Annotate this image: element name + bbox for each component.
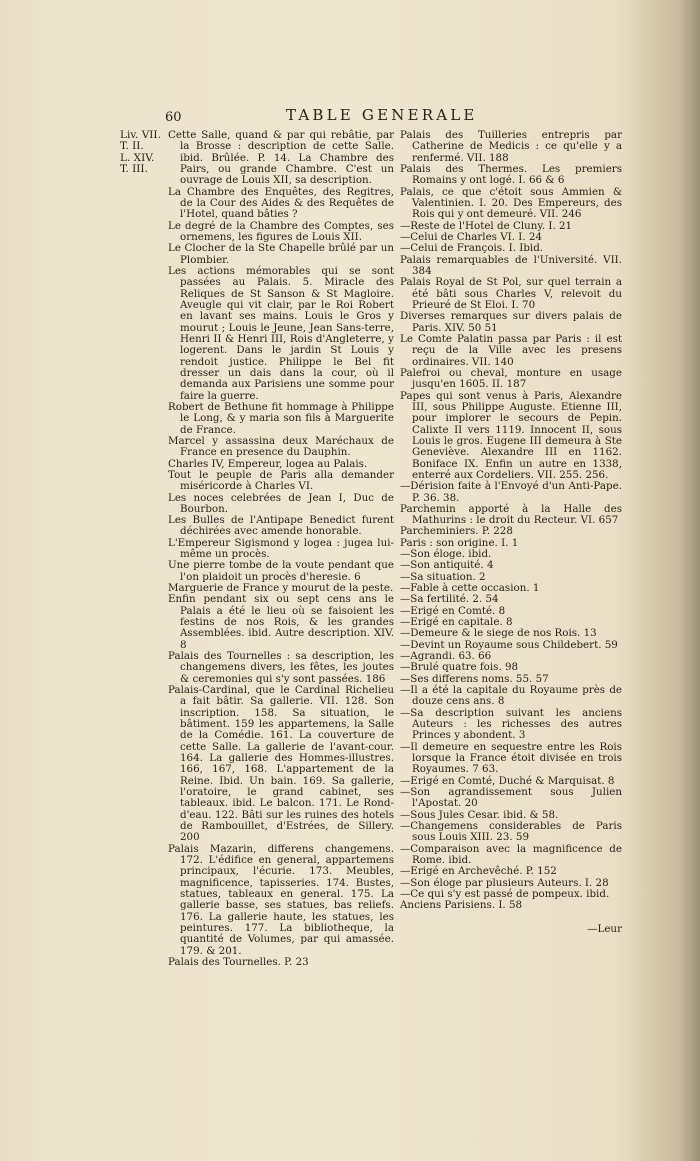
index-entry: —Dérision faite à l'Envoyé d'un Anti-Pape. P. 36. 38. <box>400 480 622 504</box>
catchword: —Leur <box>587 923 622 935</box>
index-entry: —Il demeure en sequestre entre les Rois lorsque la France étoit divisée en trois Royaumes. 7 63. <box>400 740 622 776</box>
index-entry: Le degré de la Chambre des Comptes, ses ornemens, les figures de Louis XII. <box>168 219 394 243</box>
index-entry: Les actions mémorables qui se sont passées au Palais. 5. Miracle des Reliques de St Sanson & St Magloire. Aveugle qui vit clair, par le Roi Robert en lavant ses mains. Louis le Gros y mourut ; Louis le Jeune, Jean Sans-terre, Henri II & Henri III, Rois d'Angleterre, y logerent. Dans le jardin St Louis y rendoit justice. Philippe le Bel fit dresser un dais dans la cour, où il demanda aux Parisiens une somme pour faire la guerre. <box>168 264 394 402</box>
index-entry: Charles IV, Empereur, logea au Palais. <box>168 457 368 470</box>
index-entry: —Son éloge par plusieurs Auteurs. I. 28 <box>400 876 609 889</box>
index-entry: —Brulé quatre fois. 98 <box>400 661 519 674</box>
index-entry: Diverses remarques sur divers palais de Paris. XIV. 50 51 <box>400 310 622 334</box>
index-entry: La Chambre des Enquêtes, des Regitres, de la Cour des Aides & des Requêtes de l'Hotel, quand bâties ? <box>168 185 394 221</box>
index-entry: —Demeure & le siege de nos Rois. 13 <box>400 627 597 640</box>
index-entry: Enfin pendant six ou sept cens ans le Palais a été le lieu où se faisoient les festins de nos Rois, & les grandes Assemblées. ibid. Autre description. XIV. 8 <box>168 593 394 651</box>
index-entry: Tout le peuple de Paris alla demander miséricorde à Charles VI. <box>168 468 394 493</box>
index-entry: Les noces celebrées de Jean I, Duc de Bourbon. <box>168 491 394 515</box>
index-entry: —Changemens considerables de Paris sous Louis XIII. 23. 59 <box>400 820 622 844</box>
index-entry: Les Bulles de l'Antipape Benedict furent déchirées avec amende honorable. <box>168 514 394 538</box>
index-entry: Palais Mazarin, differens changemens. 172. L'édifice en general, appartemens principaux, l'écurie. 173. Meubles, magnificence, tapisseries. 174. Bustes, statues, tableaux en general. 175. La gallerie basse, ses statues, bas reliefs. 176. La gallerie haute, les statues, les peintures. 177. La bibliotheque, la quantité de Volumes, par qui amassée. 179. & 201. <box>168 842 394 957</box>
index-entry: Marguerie de France y mourut de la peste. <box>168 582 394 595</box>
index-entry: —Comparaison avec la magnificence de Rome. ibid. <box>400 842 622 866</box>
index-column-right <box>400 130 622 912</box>
index-entry: —Ce qui s'y est passé de pompeux. ibid. <box>400 887 610 900</box>
index-entry: —Son agrandissement sous Julien l'Apostat. 20 <box>400 786 622 810</box>
margin-note: T. II. <box>120 140 144 153</box>
index-entry: Une pierre tombe de la voute pendant que l'on plaidoit un procès d'heresie. 6 <box>168 559 394 583</box>
index-entry: —Devint un Royaume sous Childebert. 59 <box>400 638 618 651</box>
index-entry: —Celui de François. I. Ibid. <box>400 242 544 255</box>
index-entry: Palais des Thermes. Les premiers Romains y ont logé. I. 66 & 6 <box>400 162 622 187</box>
index-entry: —Son antiquité. 4 <box>400 559 494 572</box>
running-title: TABLE GENERALE <box>286 106 478 124</box>
index-entry: —Sa description suivant les anciens Auteurs : les richesses des autres Princes y abondent. 3 <box>400 706 622 742</box>
index-entry: —Sous Jules Cesar. ibid. & 58. <box>400 808 559 821</box>
index-column-left <box>168 130 394 968</box>
index-entry: Cette Salle, quand & par qui rebâtie, par la Brosse : description de cette Salle. ibid. Brûlée. P. 14. La Chambre des Pairs, ou grande Chambre. C'est un ouvrage de Louis XII, sa description. <box>168 129 394 187</box>
margin-notes <box>120 130 164 176</box>
margin-note: L. XIV. <box>120 151 155 164</box>
index-entry: —Il a été la capitale du Royaume près de douze cens ans. 8 <box>400 684 622 708</box>
index-entry: Papes qui sont venus à Paris, Alexandre III, sous Philippe Auguste. Etienne III, pour implorer le secours de Pepin. Calixte II vers 1119. Innocent II, sous Louis le gros. Eugene III demeura à Ste Geneviève. Alexandre III en 1162. Boniface IX. Enfin un autre en 1338, enterré aux Cordeliers. VII. 255. 256. <box>400 389 622 481</box>
index-entry: Palais des Tournelles. P. 23 <box>168 955 309 968</box>
index-entry: Palefroi ou cheval, monture en usage jusqu'en 1605. II. 187 <box>400 366 622 391</box>
index-entry: Palais remarquables de l'Université. VII. 384 <box>400 253 622 277</box>
index-entry: —Erigé en Comté. 8 <box>400 604 506 617</box>
index-entry: —Sa fertilité. 2. 54 <box>400 593 499 606</box>
page-header <box>0 106 700 128</box>
index-entry: Robert de Bethune fit hommage à Philippe le Long, & y maria son fils à Marguerite de France. <box>168 400 394 436</box>
index-entry: Palais des Tuilleries entrepris par Catherine de Medicis : ce qu'elle y a renfermé. VII. 188 <box>400 129 622 164</box>
index-entry: Anciens Parisiens. I. 58 <box>400 899 523 912</box>
index-entry: —Fable à cette occasion. 1 <box>400 582 540 595</box>
index-entry: —Erigé en capitale. 8 <box>400 616 513 629</box>
index-entry: —Erigé en Comté, Duché & Marquisat. 8 <box>400 774 615 787</box>
index-entry: Le Comte Palatin passa par Paris : il est reçu de la Ville avec les presens ordinaires. VII. 140 <box>400 332 622 368</box>
index-entry: Parcheminiers. P. 228 <box>400 525 513 538</box>
index-entry: Palais Royal de St Pol, sur quel terrain a été bâti sous Charles V, relevoit du Prieuré de St Eloi. I. 70 <box>400 276 622 311</box>
index-entry: Palais, ce que c'étoit sous Ammien & Valentinien. I. 20. Des Empereurs, des Rois qui y ont demeuré. VII. 246 <box>400 185 622 221</box>
index-entry: Parchemin apporté à la Halle des Mathurins : le droit du Recteur. VI. 657 <box>400 502 622 527</box>
index-entry: —Agrandi. 63. 66 <box>400 650 492 663</box>
margin-note: Liv. VII. <box>120 129 161 141</box>
index-entry: —Erigé en Archevêché. P. 152 <box>400 865 557 878</box>
index-entry: —Son éloge. ibid. <box>400 548 492 561</box>
index-entry: —Sa situation. 2 <box>400 570 486 583</box>
index-entry: Le Clocher de la Ste Chapelle brûlé par un Plombier. <box>168 242 394 266</box>
index-entry: Paris : son origine. I. 1 <box>400 536 519 549</box>
index-entry: —Reste de l'Hotel de Cluny. I. 21 <box>400 219 573 232</box>
page-number: 60 <box>165 110 182 125</box>
index-entry: L'Empereur Sigismond y logea : jugea lui-même un procès. <box>168 536 394 561</box>
index-entry: —Celui de Charles VI. I. 24 <box>400 230 542 243</box>
margin-note: T. III. <box>120 163 148 176</box>
index-entry: Palais-Cardinal, que le Cardinal Richelieu a fait bâtir. Sa gallerie. VII. 128. Son inscription. 158. Sa situation, le bâtiment. 159 les appartemens, la Salle de la Comédie. 161. La couverture de cette Salle. La gallerie de l'avant-cour. 164. La gallerie des Hommes-illustres. 166, 167, 168. L'appartement de la Reine. Ibid. Un bain. 169. Sa gallerie, l'oratoire, le grand cabinet, ses tableaux. ibid. Le balcon. 171. Le Rond-d'eau. 122. Bâti sur les ruines des hotels de Rambouillet, d'Estrées, de Sillery. 200 <box>168 684 394 844</box>
index-entry: Palais des Tournelles : sa description, les changemens divers, les fêtes, les joutes & ceremonies qui s'y sont passées. 186 <box>168 650 394 685</box>
index-entry: —Ses differens noms. 55. 57 <box>400 672 549 685</box>
index-entry: Marcel y assassina deux Maréchaux de France en presence du Dauphin. <box>168 434 394 459</box>
